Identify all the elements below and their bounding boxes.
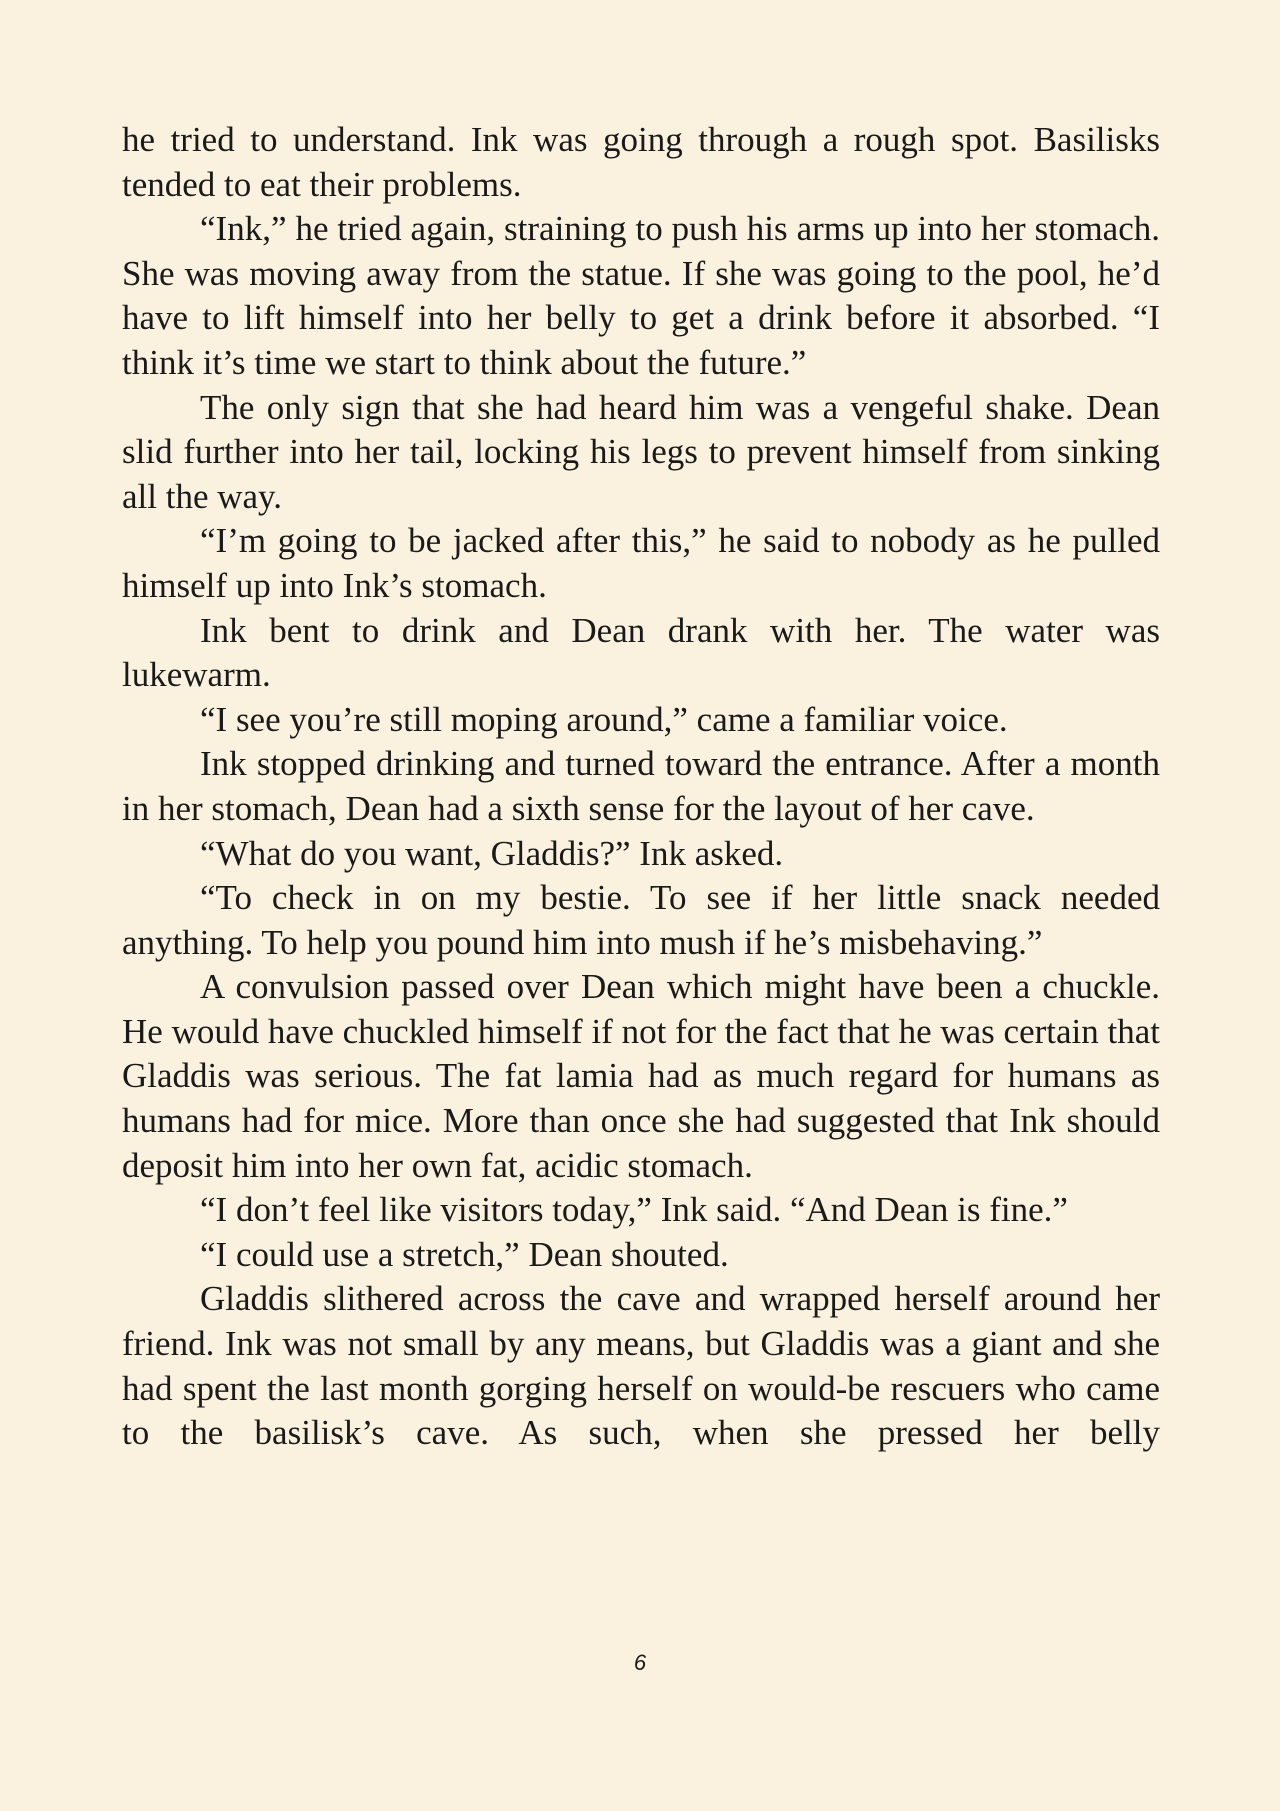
paragraph: “What do you want, Gladdis?” Ink asked. <box>200 833 784 873</box>
paragraph: “I see you’re still moping around,” came a familiar voice. <box>200 699 1008 739</box>
paragraph: The only sign that she had heard him was a vengeful shake. Dean slid further into her tail, locking his legs to prevent himself from sinking all the way. <box>122 387 1160 516</box>
paragraph: “I could use a stretch,” Dean shouted. <box>200 1234 729 1274</box>
paragraph: he tried to understand. Ink was going through a rough spot. Basilisks tended to eat their problems. <box>122 120 1160 204</box>
paragraph: Gladdis slithered across the cave and wrapped herself around her friend. Ink was not small by any means, but Gladdis was a giant and she had spent the last month gorging herself on would-be rescuers who came to the basilisk’s cave. As such, when she pressed her belly <box>122 1279 1160 1453</box>
paragraph: Ink stopped drinking and turned toward the entrance. After a month in her stomach, Dean had a sixth sense for the layout of her cave. <box>122 744 1160 828</box>
paragraph: “I’m going to be jacked after this,” he said to nobody as he pulled himself up into Ink’s stomach. <box>122 521 1160 605</box>
body-text <box>122 118 1160 1456</box>
paragraph: “Ink,” he tried again, straining to push his arms up into her stomach. She was moving away from the statue. If she was going to the pool, he’d have to lift himself into her belly to get a drink before it absorbed. “I think it’s time we start to think about the future.” <box>122 209 1160 382</box>
page-number: 6 <box>633 1650 647 1675</box>
paragraph: Ink bent to drink and Dean drank with her. The water was lukewarm. <box>122 610 1160 695</box>
paragraph: “I don’t feel like visitors today,” Ink said. “And Dean is fine.” <box>200 1190 1068 1230</box>
paragraph: A convulsion passed over Dean which might have been a chuckle. He would have chuckled himself if not for the fact that he was certain that Gladdis was serious. The fat lamia had as much regard for humans as humans had for mice. More than once she had suggested that Ink should deposit him into her own fat, acidic stomach. <box>122 967 1160 1185</box>
paragraph: “To check in on my bestie. To see if her little snack needed anything. To help you pound him into mush if he’s misbehaving.” <box>122 878 1160 962</box>
